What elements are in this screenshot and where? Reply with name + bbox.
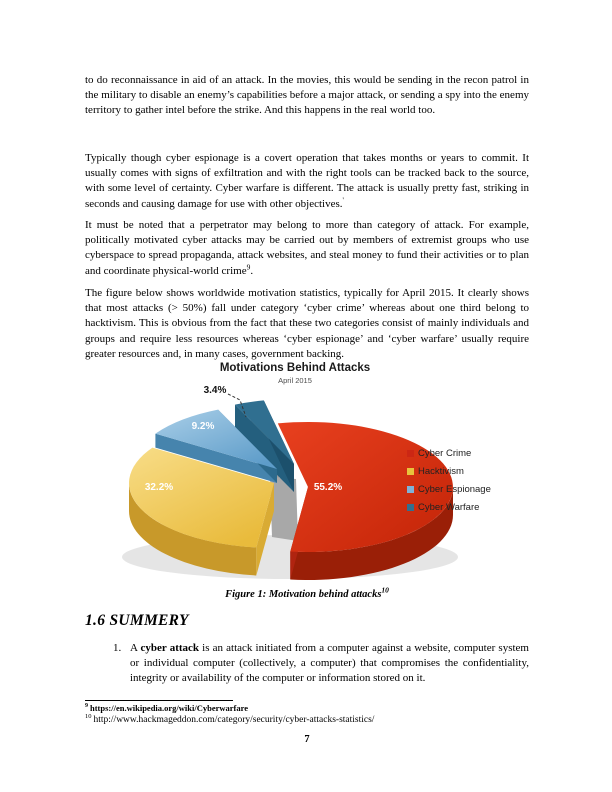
footnote-10-url: http://www.hackmageddon.com/category/security/cyber-attacks-statistics/ bbox=[93, 715, 375, 725]
legend-swatch-crime-icon bbox=[407, 450, 414, 457]
chart-subtitle: April 2015 bbox=[278, 376, 312, 385]
paragraph-espionage bbox=[85, 151, 529, 212]
footnote-10-marker: 10 bbox=[85, 712, 92, 720]
footnote-9-marker: 9 bbox=[85, 703, 88, 710]
label-warfare-pct: 3.4% bbox=[203, 385, 227, 396]
summary-list-item-1 bbox=[85, 641, 529, 687]
footnote-10 bbox=[85, 712, 375, 725]
legend-swatch-hacktivism-icon bbox=[407, 468, 414, 475]
list-item-lead: A bbox=[130, 642, 141, 654]
label-espionage-pct: 9.2% bbox=[191, 421, 215, 432]
paragraph-figure-intro: The figure below shows worldwide motivation statistics, typically for April 2015. It clearly shows that most attacks (> 50%) fall under category ‘cyber crime’ whereas about one third belong to hacktivism. This is obvious from the fact that these two categories consist of mainly individuals and groups and require less resources whereas ‘cyber espionage’ and ‘cyber warfare’ usually require greater resources and, in many cases, government backing. bbox=[85, 287, 529, 360]
pie-chart-figure bbox=[85, 362, 529, 592]
legend-item-cyber-warfare bbox=[407, 502, 491, 513]
legend-swatch-espionage-icon bbox=[407, 486, 414, 493]
footnote-ref-9: 9 bbox=[246, 261, 251, 271]
footnote-ref-10: 10 bbox=[381, 585, 389, 595]
legend-label-espionage: Cyber Espionage bbox=[418, 484, 491, 495]
legend-item-hacktivism bbox=[407, 466, 491, 477]
figure-caption-text: Figure 1: Motivation behind attacks bbox=[225, 589, 382, 600]
footnote-9 bbox=[85, 703, 248, 713]
list-item-number: 1. bbox=[113, 642, 122, 654]
section-heading-summary: 1.6 SUMMERY bbox=[85, 612, 189, 629]
chart-legend bbox=[407, 448, 491, 513]
list-item-bold-term: cyber attack bbox=[140, 642, 200, 654]
legend-label-crime: Cyber Crime bbox=[418, 448, 472, 459]
legend-label-warfare: Cyber Warfare bbox=[418, 502, 480, 513]
paragraph-perpetrator-text: It must be noted that a perpetrator may belong to more than category of attack. For example, politically motivated cyber attacks may be carried out by members of extremist groups who use cyberspace to spread propaganda, attack websites, and steal money to fund their activities or to plan and coordinate physical-world crime bbox=[85, 219, 529, 277]
legend-swatch-warfare-icon bbox=[407, 504, 414, 511]
paragraph-recon: to do reconnaissance in aid of an attack. In the movies, this would be sending in the recon patrol in the military to disable an enemy’s capabilities before a major attack, or sending a spy into the enemy territory to gather intel before the strike. And this happens in the real world too. bbox=[85, 74, 529, 117]
paragraph-espionage-text: Typically though cyber espionage is a covert operation that takes months or years to commit. It usually comes with signs of exfiltration and with the right tools can be tracked back to the source, with some level of certainty. Cyber warfare is different. The attack is usually pretty fast, striking in seconds and causing damage for use with other objectives. bbox=[85, 152, 529, 210]
footnote-separator bbox=[85, 700, 233, 701]
label-crime-pct: 55.2% bbox=[313, 482, 343, 493]
paragraph-perpetrator-period: . bbox=[250, 264, 254, 277]
label-hacktivism-pct: 32.2% bbox=[144, 482, 174, 493]
legend-label-hacktivism: Hacktivism bbox=[418, 466, 464, 477]
footnote-9-url: https://en.wikipedia.org/wiki/Cyberwarfare bbox=[90, 703, 249, 713]
figure-caption bbox=[85, 585, 529, 600]
legend-item-cyber-espionage bbox=[407, 484, 491, 495]
chart-title: Motivations Behind Attacks bbox=[219, 362, 371, 374]
legend-item-cyber-crime bbox=[407, 448, 491, 459]
list-item-rest: is an attack initiated from a computer against a website, computer system or individual computer (collectively, a computer) that compromises the confidentiality, integrity or availability of the computer or information stored on it. bbox=[130, 642, 529, 685]
paragraph-perpetrator bbox=[85, 218, 529, 279]
list-item-text bbox=[130, 641, 529, 687]
page-number: 7 bbox=[304, 734, 310, 745]
footnote-ref-apostrophe: ' bbox=[342, 194, 344, 204]
